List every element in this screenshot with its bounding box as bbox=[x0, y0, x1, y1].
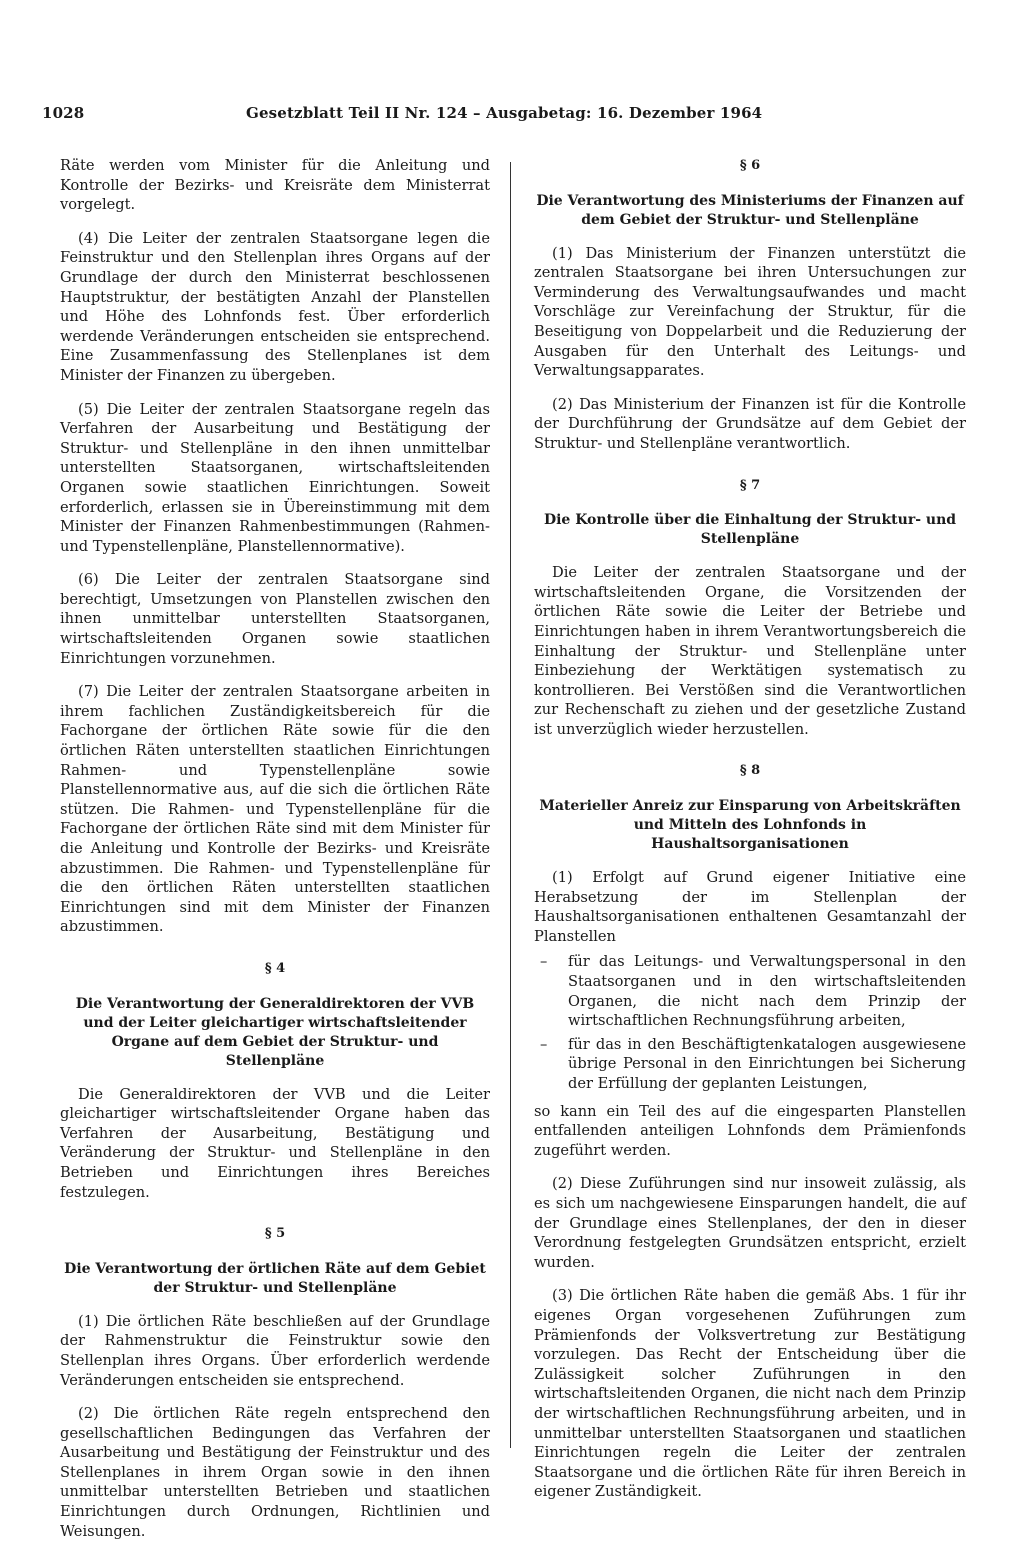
page-header bbox=[42, 104, 782, 128]
section-8-dash-list bbox=[534, 952, 966, 1093]
section-5-paragraph-2: (2) Die örtlichen Räte regeln entsprechend den gesellschaftlichen Bedingungen das Verfahren der Ausarbeitung und Bestätigung der Feinstruktur und des Stellenplanes in ihrem Organ sowie in den ihnen unmittelbar unterstellten Betrieben und staatlichen Einrichtungen durch Ordnungen, Richtlinien und Weisungen. bbox=[60, 1405, 490, 1540]
section-6-paragraph-1: (1) Das Ministerium der Finanzen unterstützt die zentralen Staatsorgane bei ihren Untersuchungen zur Verminderung des Verwaltungsaufwandes und macht Vorschläge zur Vereinfachung der Struktur, für die Beseitigung von Doppelarbeit und die Reduzierung der Ausgaben für den Unterhalt des Leitungs- und Verwaltungsapparates. bbox=[534, 244, 966, 380]
section-4-heading: Die Verantwortung der Generaldirektoren der VVB und der Leiter gleichartiger wirtschaftsleitender Organe auf dem Gebiet der Struktur- und Stellenpläne bbox=[75, 995, 475, 1069]
paragraph-3-4: (4) Die Leiter der zentralen Staatsorgane legen die Feinstruktur und den Stellenplan ihres Organs auf der Grundlage der durch den Ministerrat beschlossenen Hauptstruktur, der bestätigten Anzahl der Planstellen und Höhe des Lohnfonds fest. Über erforderlich werdende Veränderungen entscheiden sie entsprechend. Eine Zusammenfassung des Stellenplanes ist dem Minister der Finanzen zu übergeben. bbox=[60, 229, 490, 384]
continued-paragraph: Räte werden vom Minister für die Anleitung und Kontrolle der Bezirks- und Kreisräte dem Ministerrat vorgelegt. bbox=[60, 157, 490, 214]
section-7-heading: Die Kontrolle über die Einhaltung der Struktur- und Stellenpläne bbox=[543, 512, 957, 548]
section-6-heading: Die Verantwortung des Ministeriums der Finanzen auf dem Gebiet der Struktur- und Stellenpläne bbox=[536, 192, 964, 228]
dash-bullet: – bbox=[540, 1035, 548, 1053]
paragraph-3-7: (7) Die Leiter der zentralen Staatsorgane arbeiten in ihrem fachlichen Zuständigkeitsbereich für die Fachorgane der örtlichen Räte sowie für die den örtlichen Räten unterstellten staatlichen Einrichtungen Rahmen- und Typenstellenpläne sowie Planstellennormative aus, auf die sich die örtlichen Räte stützen. Die Rahmen- und Typenstellenpläne für die Fachorgane der örtlichen Räte sind mit dem Minister für die Anleitung und Kontrolle der Bezirks- und Kreisräte abzustimmen. Die Rahmen- und Typenstellenpläne für die den örtlichen Räten unterstellten staatlichen Einrichtungen sind mit dem Minister der Finanzen abzustimmen. bbox=[60, 683, 490, 936]
section-5-paragraph-1: (1) Die örtlichen Räte beschließen auf der Grundlage der Rahmenstruktur die Feinstruktur sowie den Stellenplan ihres Organs. Über erforderlich werdende Veränderungen entscheiden sie entsprechend. bbox=[60, 1312, 490, 1389]
paragraph-3-5: (5) Die Leiter der zentralen Staatsorgane regeln das Verfahren der Ausarbeitung und Bestätigung der Struktur- und Stellenpläne in den ihnen unmittelbar unterstellten Staatsorganen, wirtschaftsleitenden Organen sowie staatlichen Einrichtungen. Soweit erforderlich, erlassen sie in Übereinstimmung mit dem Minister der Finanzen Rahmenbestimmungen (Rahmen- und Typenstellenpläne, Planstellennormative). bbox=[60, 400, 490, 555]
page-number: 1028 bbox=[42, 104, 85, 122]
dash-bullet: – bbox=[540, 953, 548, 971]
list-item-text: für das Leitungs- und Verwaltungspersonal in den Staatsorganen und in den wirtschaftsleitenden Organen, die nicht nach dem Prinzip der wirtschaftlichen Rechnungsführung arbeiten, bbox=[568, 953, 966, 1030]
right-column bbox=[534, 156, 966, 1501]
list-item bbox=[534, 952, 966, 1030]
section-8-paragraph-1-end: so kann ein Teil des auf die eingesparten Planstellen entfallenden anteiligen Lohnfonds dem Prämienfonds zugeführt werden. bbox=[534, 1102, 966, 1159]
section-7-text: Die Leiter der zentralen Staatsorgane und der wirtschaftsleitenden Organe, die Vorsitzenden der örtlichen Räte sowie die Leiter der Betriebe und Einrichtungen haben in ihrem Verantwortungsbereich die Einhaltung der Struktur- und Stellenpläne unter Einbeziehung der Werktätigen systematisch zu kontrollieren. Bei Verstößen sind die Verantwortlichen zur Rechenschaft zu ziehen und der gesetzliche Zustand ist unverzüglich wieder herzustellen. bbox=[534, 564, 966, 738]
section-8-paragraph-2: (2) Diese Zuführungen sind nur insoweit zulässig, als es sich um nachgewiesene Einsparungen handelt, die auf der Grundlage eines Stellenplanes, der den in dieser Verordnung festgelegten Grundsätzen entspricht, erzielt wurden. bbox=[534, 1175, 966, 1271]
left-column bbox=[60, 156, 490, 1540]
gazette-title: Gesetzblatt Teil II Nr. 124 – Ausgabetag: 16. Dezember 1964 bbox=[246, 104, 763, 122]
list-item-text: für das in den Beschäftigtenkatalogen ausgewiesene übrige Personal in den Einrichtungen bei Sicherung der Erfüllung der geplanten Leistungen, bbox=[568, 1035, 966, 1092]
section-8-number: § 8 bbox=[739, 763, 761, 779]
section-5-number: § 5 bbox=[264, 1226, 286, 1242]
section-8-paragraph-1-intro: (1) Erfolgt auf Grund eigener Initiative eine Herabsetzung der im Stellenplan der Haushaltsorganisationen enthaltenen Gesamtanzahl der Planstellen bbox=[534, 869, 966, 945]
section-6-number: § 6 bbox=[739, 158, 761, 173]
column-divider bbox=[510, 162, 511, 1448]
section-8-heading: Materieller Anreiz zur Einsparung von Arbeitskräften und Mitteln des Lohnfonds in Haushaltsorganisationen bbox=[539, 798, 961, 853]
section-4-text: Die Generaldirektoren der VVB und die Leiter gleichartiger wirtschaftsleitender Organe haben das Verfahren der Ausarbeitung, Bestätigung und Veränderung der Struktur- und Stellenpläne in den Betrieben und Einrichtungen ihres Bereiches festzulegen. bbox=[60, 1085, 490, 1201]
section-4-number: § 4 bbox=[264, 960, 286, 976]
section-6-paragraph-2: (2) Das Ministerium der Finanzen ist für die Kontrolle der Durchführung der Grundsätze auf dem Gebiet der Struktur- und Stellenpläne verantwortlich. bbox=[534, 395, 966, 452]
section-5-heading: Die Verantwortung der örtlichen Räte auf dem Gebiet der Struktur- und Stellenpläne bbox=[64, 1260, 486, 1296]
section-7-number: § 7 bbox=[739, 477, 761, 493]
paragraph-3-6: (6) Die Leiter der zentralen Staatsorgane sind berechtigt, Umsetzungen von Planstellen zwischen den ihnen unmittelbar unterstellten Staatsorganen, wirtschaftsleitenden Organen sowie staatlichen Einrichtungen vorzunehmen. bbox=[60, 571, 490, 667]
list-item bbox=[534, 1035, 966, 1094]
section-8-paragraph-3: (3) Die örtlichen Räte haben die gemäß Abs. 1 für ihr eigenes Organ vorgesehenen Zuführungen zum Prämienfonds der Volksvertretung zur Bestätigung vorzulegen. Das Recht der Entscheidung über die Zulässigkeit solcher Zuführungen in den wirtschaftsleitenden Organen, die nicht nach dem Prinzip der wirtschaftlichen Rechnungsführung arbeiten, und in unmittelbar unterstellten Staatsorganen und staatlichen Einrichtungen regeln die Leiter der zentralen Staatsorgane und die örtlichen Räte für ihren Bereich in eigener Zuständigkeit. bbox=[534, 1287, 966, 1501]
